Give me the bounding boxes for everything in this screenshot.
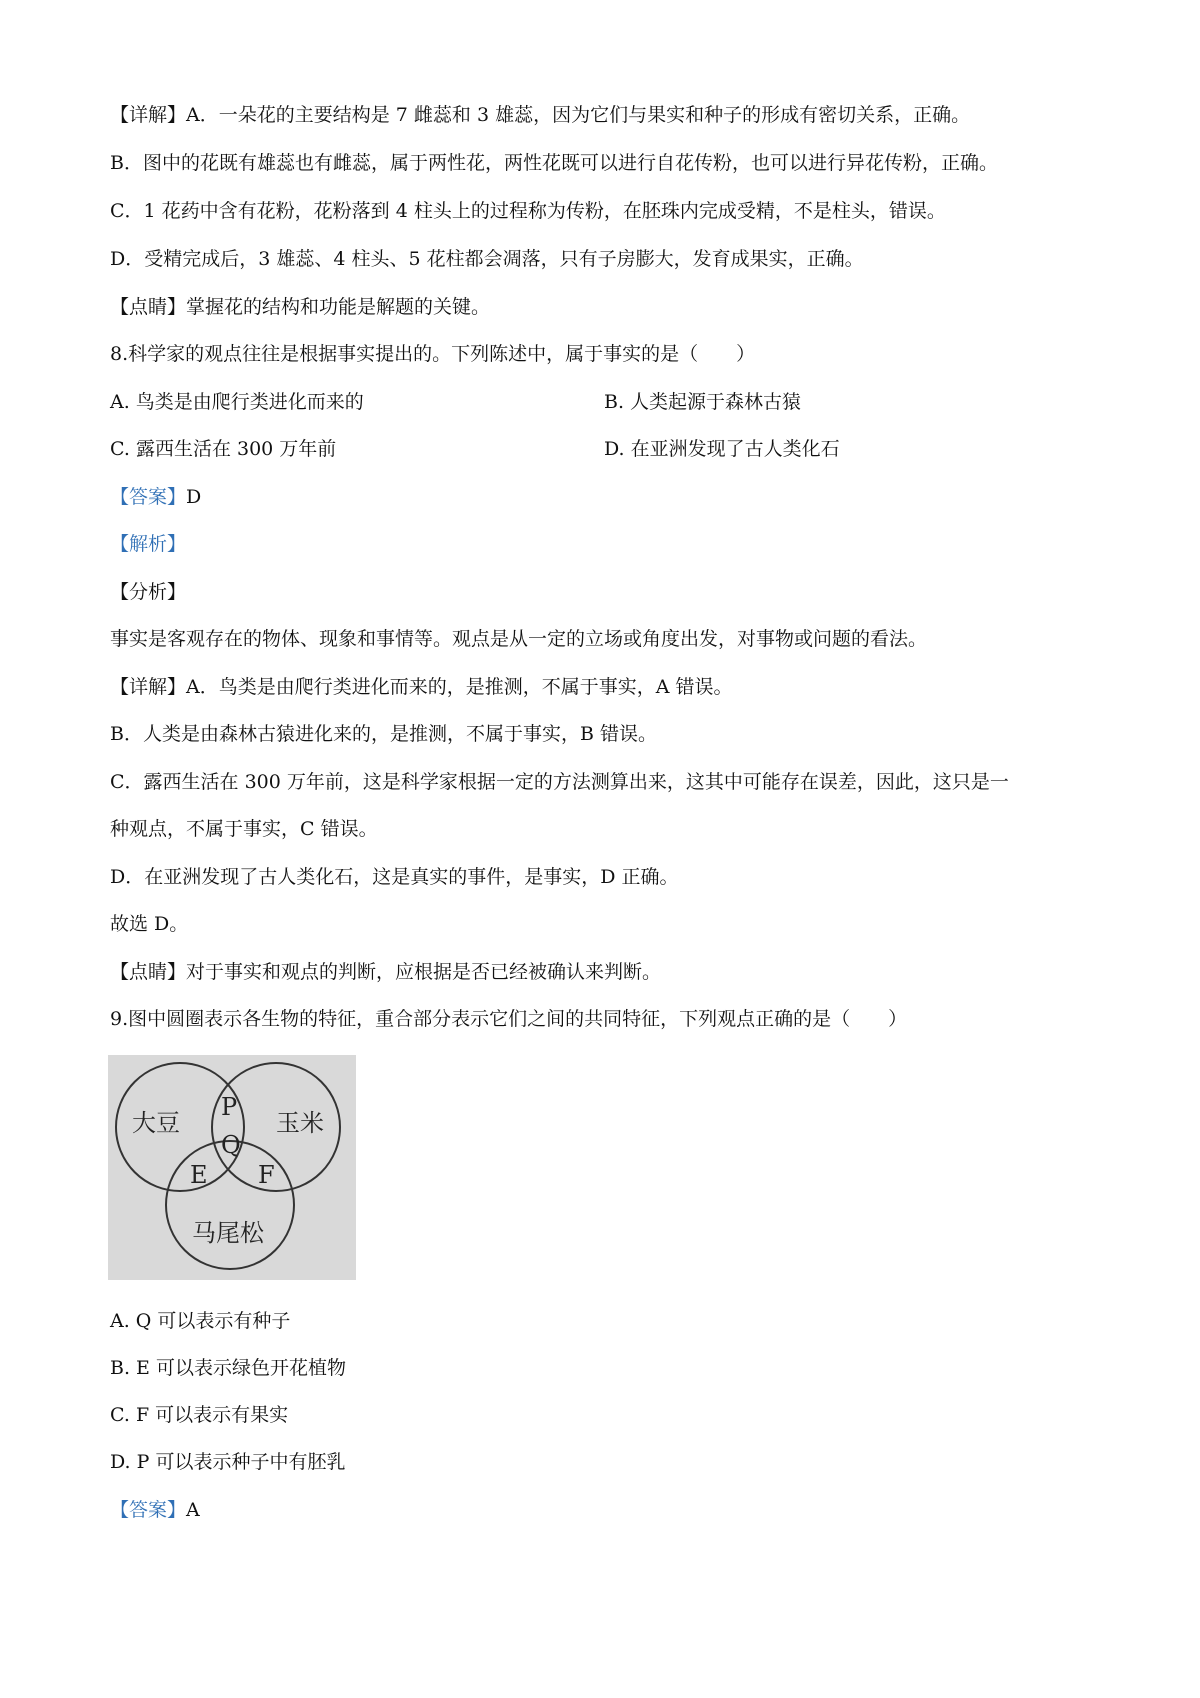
label-e: E (190, 1161, 208, 1189)
q9-option-c: C. F 可以表示有果实 (110, 1404, 289, 1426)
q8-tip (110, 959, 661, 985)
q8-fenxi-text: 事实是客观存在的物体、现象和事情等。观点是从一定的立场或角度出发，对事物或问题的看法。 (110, 628, 928, 650)
tip-text: 对于事实和观点的判断，应根据是否已经被确认来判断。 (186, 961, 662, 983)
q8-option-b: B. 人类起源于森林古猿 (604, 391, 802, 413)
detail-tag: 【详解】 (110, 104, 187, 126)
q8-detail-a (110, 674, 733, 700)
q8-detail-c1: C．露西生活在 300 万年前，这是科学家根据一定的方法测算出来，这其中可能存在误差，因此，这只是一 (110, 771, 1009, 793)
tip-tag: 【点睛】 (110, 961, 187, 983)
q8-detail-d: D．在亚洲发现了古人类化石，这是真实的事件，是事实，D 正确。 (110, 866, 679, 888)
q8-detail-c2: 种观点，不属于事实，C 错误。 (110, 818, 378, 840)
detail-tag: 【详解】 (110, 676, 187, 698)
q9-stem: 9.图中圆圈表示各生物的特征，重合部分表示它们之间的共同特征，下列观点正确的是（ ） (110, 1008, 908, 1030)
detail-text: A．鸟类是由爬行类进化而来的，是推测，不属于事实，A 错误。 (186, 676, 733, 698)
q9-option-d: D. P 可以表示种子中有胚乳 (110, 1451, 346, 1473)
q8-stem: 8.科学家的观点往往是根据事实提出的。下列陈述中，属于事实的是（ ） (110, 343, 756, 365)
prev-detail-c: C．1 花药中含有花粉，花粉落到 4 柱头上的过程称为传粉，在胚珠内完成受精，不是柱头，错误。 (110, 200, 946, 222)
prev-detail-a (110, 102, 970, 128)
q8-detail-b: B．人类是由森林古猿进化来的，是推测，不属于事实，B 错误。 (110, 723, 657, 745)
q8-jiexi-tag: 【解析】 (110, 533, 187, 555)
prev-detail-b: B．图中的花既有雄蕊也有雌蕊，属于两性花，两性花既可以进行自花传粉，也可以进行异花传粉，正确。 (110, 152, 998, 174)
label-corn: 玉米 (276, 1109, 324, 1137)
q9-option-b: B. E 可以表示绿色开花植物 (110, 1357, 346, 1379)
tip-tag: 【点睛】 (110, 296, 187, 318)
prev-detail-d: D．受精完成后，3 雄蕊、4 柱头、5 花柱都会凋落，只有子房膨大，发育成果实，正确。 (110, 248, 864, 270)
label-pine: 马尾松 (192, 1219, 264, 1247)
detail-text: A．一朵花的主要结构是 7 雌蕊和 3 雄蕊，因为它们与果实和种子的形成有密切关系，正确。 (186, 104, 971, 126)
q8-option-d: D. 在亚洲发现了古人类化石 (604, 438, 840, 460)
q8-option-a: A. 鸟类是由爬行类进化而来的 (110, 391, 364, 413)
q8-answer (110, 484, 201, 510)
label-q: Q (221, 1131, 241, 1159)
label-soybean: 大豆 (132, 1109, 180, 1137)
tip-text: 掌握花的结构和功能是解题的关键。 (186, 296, 491, 318)
circle-pine (166, 1141, 294, 1269)
q8-choose: 故选 D。 (110, 913, 189, 935)
answer-tag: 【答案】 (110, 486, 187, 508)
q9-option-a: A. Q 可以表示有种子 (110, 1310, 291, 1332)
answer-value: D (186, 486, 202, 508)
answer-tag: 【答案】 (110, 1499, 187, 1521)
venn-diagram (108, 1055, 356, 1280)
prev-tip (110, 294, 490, 320)
answer-value: A (186, 1499, 200, 1521)
label-f: F (258, 1161, 275, 1189)
q8-fenxi-tag: 【分析】 (110, 581, 187, 603)
q8-option-c: C. 露西生活在 300 万年前 (110, 438, 337, 460)
label-p: P (221, 1093, 238, 1121)
q9-answer (110, 1497, 200, 1523)
